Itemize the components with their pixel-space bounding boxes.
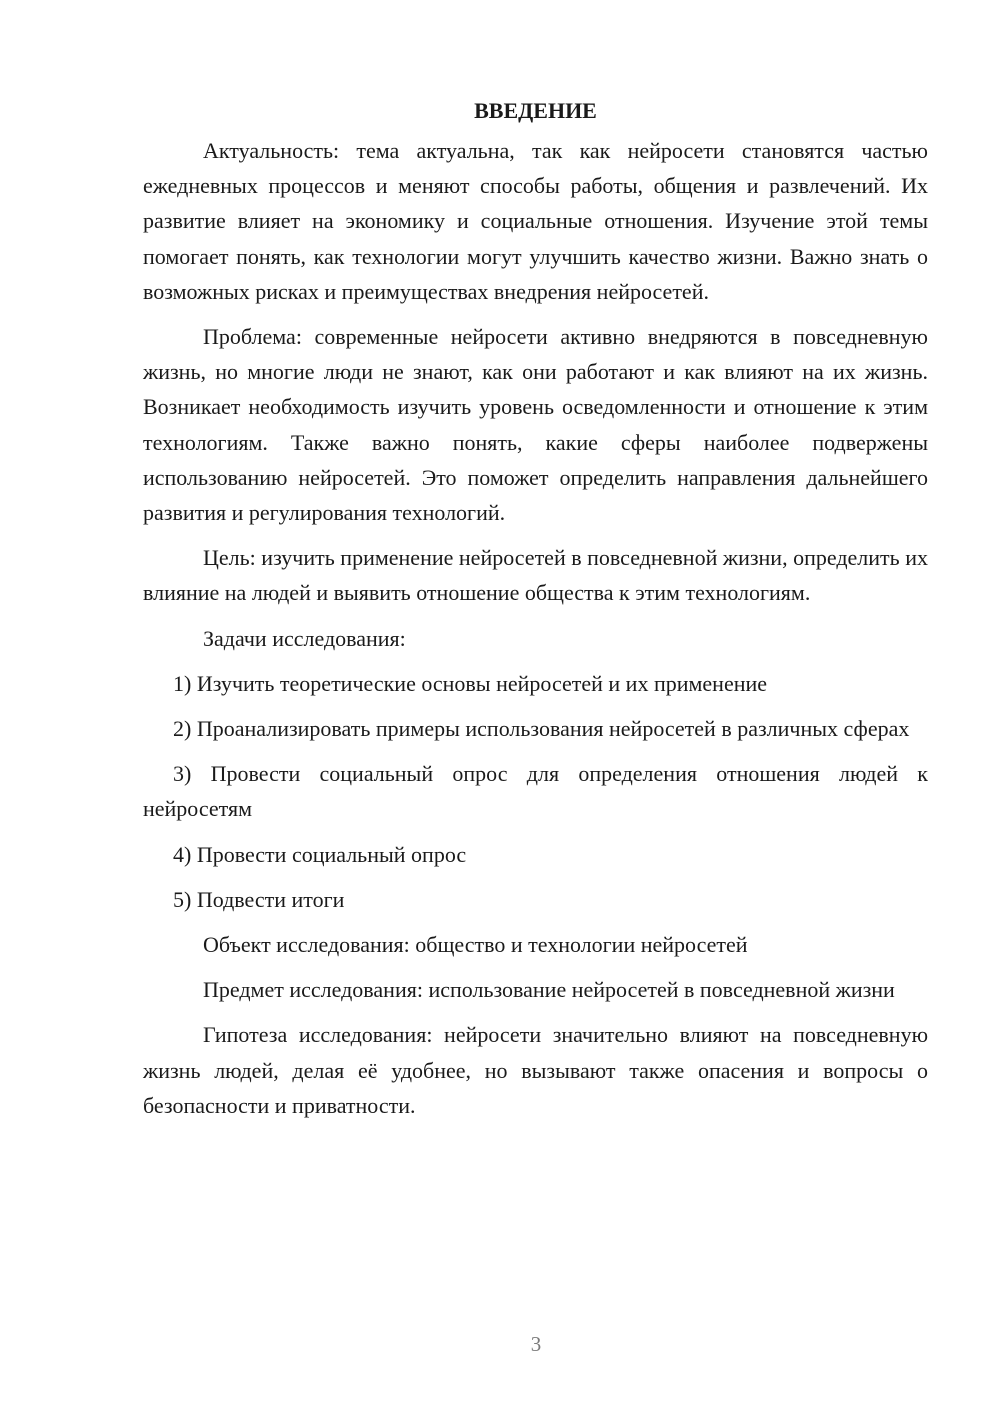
- section-title: ВВЕДЕНИЕ: [474, 98, 597, 123]
- problem-paragraph: Проблема: современные нейросети активно внедряются в повседневную жизнь, но многие люди не знают, как они работают и как влияют на их жизнь. Возникает необходимость изучить уровень осведомленности и отношение к этим технологиям. Также важно понять, какие сферы наиболее подвержены использованию нейросетей. Это поможет определить направления дальнейшего развития и регулирования технологий.: [143, 324, 928, 526]
- goal-paragraph: Цель: изучить применение нейросетей в повседневной жизни, определить их влияние на людей и выявить отношение общества к этим технологиям.: [143, 545, 928, 606]
- tasks-heading: Задачи исследования:: [203, 625, 406, 651]
- document-page: [143, 93, 928, 1133]
- task-item-1: 1) Изучить теоретические основы нейросетей и их применение: [173, 670, 768, 696]
- subject-paragraph: Предмет исследования: использование нейросетей в повседневной жизни: [203, 977, 895, 1003]
- object-paragraph: Объект исследования: общество и технологии нейросетей: [203, 932, 748, 958]
- task-item-4: 4) Провести социальный опрос: [173, 841, 467, 867]
- task-item-2: 2) Проанализировать примеры использования нейросетей в различных сферах: [173, 716, 910, 742]
- task-item-5: 5) Подвести итоги: [173, 886, 345, 912]
- relevance-paragraph: Актуальность: тема актуальна, так как нейросети становятся частью ежедневных процессов и меняют способы работы, общения и развлечений. Их развитие влияет на экономику и социальные отношения. Изучение этой темы помогает понять, как технологии могут улучшить качество жизни. Важно знать о возможных рисках и преимуществах внедрения нейросетей.: [143, 138, 928, 304]
- task-item-3: 3) Провести социальный опрос для определения отношения людей к нейросетям: [143, 761, 928, 822]
- page-number: 3: [530, 1332, 542, 1356]
- hypothesis-paragraph: Гипотеза исследования: нейросети значительно влияют на повседневную жизнь людей, делая её удобнее, но вызывают также опасения и вопросы о безопасности и приватности.: [143, 1022, 928, 1118]
